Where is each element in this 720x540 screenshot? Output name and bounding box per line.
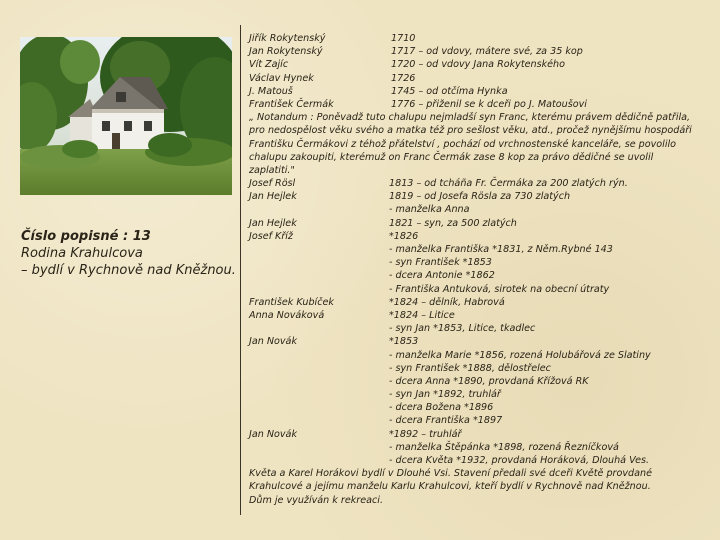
record-row [249,217,711,230]
record-row [249,190,711,203]
owner-info: - manželka Marie *1856, rozená Holubářová ze Slatiny [389,349,651,361]
owner-info: 1813 – od tcháña Fr. Čermáka za 200 zlatých rýn. [389,178,628,190]
record-row [249,203,711,216]
owner-info: - Františka Antuková, sirotek na obecní útraty [389,283,610,295]
record-row [249,296,711,309]
owner-name: Josef Rösl [249,178,296,190]
notandum-paragraph [249,111,711,177]
record-row [249,177,711,190]
owner-info: - syn František *1853 [389,257,492,269]
owner-info: - dcera Anna *1890, provdaná Křížová RK [389,375,589,387]
record-row [249,98,711,111]
record-row [249,283,711,296]
record-row [249,335,711,348]
closing-paragraph [249,467,711,507]
record-row [249,428,711,441]
owner-info: *1892 – truhlář [389,428,462,440]
record-row [249,414,711,427]
owner-info: 1717 – od vdovy, mátere své, za 35 kop [391,46,583,58]
notandum-line: „ Notandum : Poněvadž tuto chalupu nejmladší syn Franc, kterému právem dědičně patřila, [249,112,691,124]
owner-info: 1745 – od otčíma Hynka [391,85,508,97]
record-row [249,309,711,322]
owner-name: František Čermák [249,98,334,110]
owner-info: 1726 [391,72,416,84]
ownership-records [249,32,711,507]
owner-name: Josef Kříž [249,230,293,242]
notandum-line: pro nedospělost věku svého a matka též pro sešlost věku, atd., pročež nynějšímu hospodáři [249,125,692,137]
notandum-line: chalupu zakoupiti, kterémuž on Franc Čermák zase 8 kop za právo dědičné se uvolil [249,151,654,163]
owner-name: František Kubíček [249,296,334,308]
owner-info: - manželka Anna [389,204,470,216]
record-row [249,375,711,388]
owner-info: *1824 – dělník, Habrová [389,296,505,308]
owner-info: - manželka Štěpánka *1898, rozená Řezníčková [389,441,619,453]
record-row [249,58,711,71]
owner-info: - syn František *1888, dělostřelec [389,362,551,374]
owner-name: J. Matouš [249,85,293,97]
owner-info: 1821 – syn, za 500 zlatých [389,217,517,229]
owner-name: Jiřík Rokytenský [249,33,326,44]
vertical-divider [240,25,241,515]
owner-info: - dcera Antonie *1862 [389,270,495,282]
record-row [249,32,711,45]
residence-note: – bydlí v Rychnově nad Kněžnou. [21,263,236,278]
owner-info: 1776 – přiženil se k dceři po J. Matoušovi [391,98,587,110]
owner-name: Jan Novák [249,428,297,440]
record-row [249,454,711,467]
owner-info: - dcera Františka *1897 [389,415,503,427]
record-row [249,362,711,375]
owner-info: *1824 – Litice [389,309,455,321]
owner-info: - syn Jan *1892, truhlář [389,389,501,401]
family-name: Rodina Krahulcova [21,246,143,261]
notandum-line: Františku Čermákovi z téhož přátelství , pochází od vrchnostenské kanceláře, se povolilo [249,138,677,150]
owner-name: Anna Nováková [249,309,325,321]
owner-info: 1710 [391,33,416,44]
owner-info: 1720 – od vdovy Jana Rokytenského [391,59,565,71]
owner-name: Václav Hynek [249,72,314,84]
record-row [249,243,711,256]
record-row [249,230,711,243]
closing-line: Krahulcové a jejímu manželu Karlu Krahulcovi, kteří bydlí v Rychnově nad Kněžnou. [249,481,651,493]
cottage-photo [20,37,232,195]
owner-info: 1819 – od Josefa Rösla za 730 zlatých [389,191,571,203]
owner-info: *1853 [389,336,419,348]
record-row [249,45,711,58]
owner-info: *1826 [389,230,419,242]
closing-line: Dům je využíván k rekreaci. [249,494,384,506]
record-row [249,349,711,362]
owner-name: Vít Zajíc [249,59,289,71]
record-row [249,401,711,414]
owner-name: Jan Novák [249,336,297,348]
record-row [249,322,711,335]
record-row [249,269,711,282]
record-row [249,441,711,454]
record-row [249,72,711,85]
house-number: Číslo popisné : 13 [21,229,151,244]
house-caption [21,228,241,279]
record-row [249,256,711,269]
closing-line: Květa a Karel Horákovi bydlí v Dlouhé Vsi. Stavení předali své dceři Květě provdané [249,468,652,480]
notandum-line: zaplatiti." [249,164,295,176]
owner-name: Jan Hejlek [249,217,297,229]
owner-info: - dcera Květa *1932, provdaná Horáková, Dlouhá Ves. [389,455,650,466]
owner-info: - manželka Františka *1831, z Něm.Rybné 143 [389,244,613,255]
owner-name: Jan Rokytenský [249,46,323,58]
owner-info: - dcera Božena *1896 [389,402,494,414]
record-row [249,388,711,401]
record-row [249,85,711,98]
owner-name: Jan Hejlek [249,191,297,203]
owner-info: - syn Jan *1853, Litice, tkadlec [389,323,536,335]
